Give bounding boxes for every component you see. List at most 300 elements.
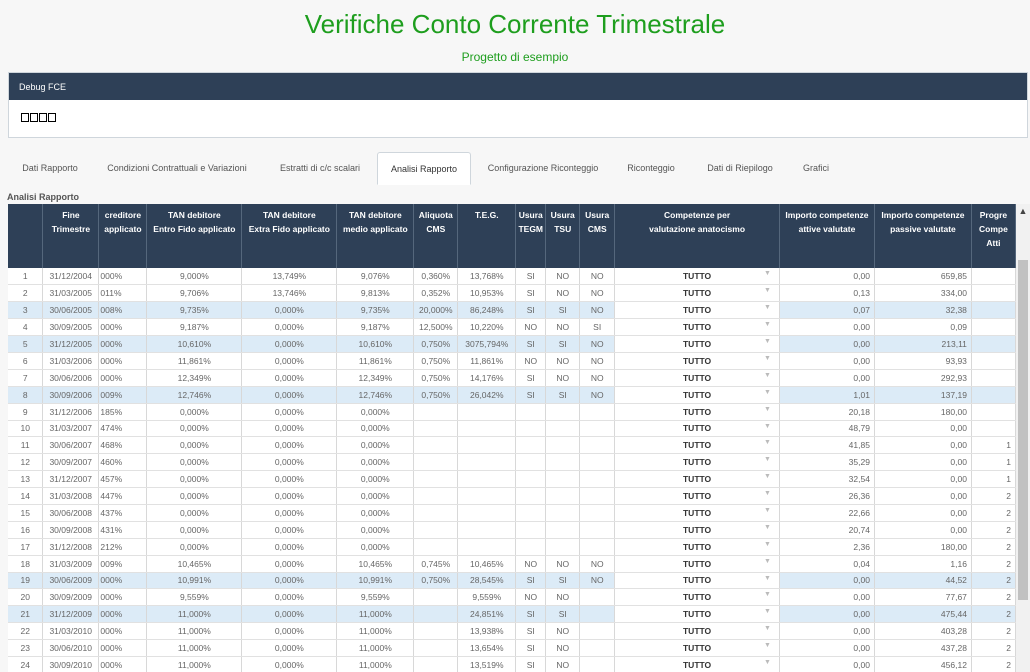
cell-progressivo-competenze xyxy=(971,386,1015,403)
cell-progressivo-competenze xyxy=(971,302,1015,319)
cell-aliquota-cms: 0,750% xyxy=(414,386,458,403)
cell-tan-extra-fido: 0,000% xyxy=(242,572,337,589)
cell-tan-medio: 0,000% xyxy=(337,471,414,488)
cell-tan-medio: 10,465% xyxy=(337,555,414,572)
cell-tan-creditore: 000% xyxy=(99,606,147,623)
cell-usura-tegm: NO xyxy=(516,352,546,369)
column-header-line: Compe xyxy=(979,224,1008,234)
tab-dati-rapporto[interactable]: Dati Rapporto xyxy=(22,163,78,173)
cell-tan-entro-fido: 9,000% xyxy=(147,268,242,285)
cell-tan-medio: 0,000% xyxy=(337,437,414,454)
cell-aliquota-cms xyxy=(414,521,458,538)
cell-tan-extra-fido: 0,000% xyxy=(242,640,337,657)
column-header-tan-medio[interactable] xyxy=(337,204,414,268)
chevron-down-icon[interactable]: ▼ xyxy=(764,338,771,346)
cell-competenze-anatocismo[interactable] xyxy=(615,386,780,403)
cell-importo-attive: 0,00 xyxy=(779,623,874,640)
table-row[interactable] xyxy=(8,319,1016,336)
cell-aliquota-cms xyxy=(414,640,458,657)
cell-competenze-anatocismo[interactable] xyxy=(615,471,780,488)
cell-usura-cms: NO xyxy=(580,336,615,353)
competenze-select-value: TUTTO xyxy=(682,322,712,333)
cell-tan-extra-fido: 0,000% xyxy=(242,623,337,640)
cell-tan-entro-fido: 0,000% xyxy=(147,403,242,420)
cell-competenze-anatocismo[interactable] xyxy=(615,302,780,319)
chevron-down-icon[interactable]: ▼ xyxy=(764,321,771,329)
cell-tan-extra-fido: 0,000% xyxy=(242,352,337,369)
cell-tan-extra-fido: 0,000% xyxy=(242,606,337,623)
table-row[interactable] xyxy=(8,420,1016,437)
cell-importo-passive: 437,28 xyxy=(874,640,971,657)
table-row[interactable] xyxy=(8,471,1016,488)
cell-tan-extra-fido: 0,000% xyxy=(242,420,337,437)
column-header-aliquota-cms[interactable] xyxy=(414,204,458,268)
column-header-line: TSU xyxy=(554,224,572,234)
cell-tan-entro-fido: 9,187% xyxy=(147,319,242,336)
cell-competenze-anatocismo[interactable] xyxy=(615,589,780,606)
column-header-competenze-anatocismo[interactable] xyxy=(615,204,780,268)
competenze-select-value: TUTTO xyxy=(682,406,712,417)
table-row[interactable] xyxy=(8,437,1016,454)
cell-teg xyxy=(458,521,516,538)
cell-tan-medio: 11,000% xyxy=(337,640,414,657)
cell-tan-extra-fido: 0,000% xyxy=(242,555,337,572)
tab-estratti-scalari[interactable]: Estratti di c/c scalari xyxy=(279,163,361,173)
cell-tan-entro-fido: 9,735% xyxy=(147,302,242,319)
cell-aliquota-cms: 0,750% xyxy=(414,352,458,369)
table-row[interactable] xyxy=(8,656,1016,672)
column-header-line: TAN debitore xyxy=(348,210,402,220)
cell-tan-creditore: 000% xyxy=(99,572,147,589)
cell-row-number: 3 xyxy=(8,302,43,319)
table-row[interactable] xyxy=(8,504,1016,521)
table-row[interactable] xyxy=(8,336,1016,353)
cell-tan-medio: 0,000% xyxy=(337,420,414,437)
column-header-usura-tsu[interactable] xyxy=(546,204,580,268)
cell-teg: 24,851% xyxy=(458,606,516,623)
column-header-importo-attive[interactable] xyxy=(779,204,874,268)
cell-tan-medio: 0,000% xyxy=(337,454,414,471)
cell-tan-medio: 10,991% xyxy=(337,572,414,589)
cell-teg: 10,220% xyxy=(458,319,516,336)
chevron-down-icon[interactable]: ▼ xyxy=(764,304,771,312)
cell-importo-passive: 93,93 xyxy=(874,352,971,369)
cell-usura-tsu: NO xyxy=(546,285,580,302)
chevron-down-icon[interactable]: ▼ xyxy=(764,506,771,514)
table-row[interactable] xyxy=(8,386,1016,403)
analysis-table xyxy=(8,204,1016,672)
cell-usura-tegm: SI xyxy=(516,606,546,623)
cell-aliquota-cms xyxy=(414,538,458,555)
cell-aliquota-cms xyxy=(414,403,458,420)
cell-tan-medio: 11,000% xyxy=(337,656,414,672)
chevron-down-icon[interactable]: ▼ xyxy=(764,405,771,413)
cell-importo-passive: 213,11 xyxy=(874,336,971,353)
cell-tan-entro-fido: 10,991% xyxy=(147,572,242,589)
cell-usura-tsu: NO xyxy=(546,268,580,285)
chevron-down-icon[interactable]: ▼ xyxy=(764,625,771,633)
cell-importo-attive: 20,18 xyxy=(779,403,874,420)
table-row[interactable] xyxy=(8,302,1016,319)
chevron-down-icon[interactable]: ▼ xyxy=(764,456,771,464)
chevron-down-icon[interactable]: ▼ xyxy=(764,439,771,447)
table-row[interactable] xyxy=(8,640,1016,657)
cell-tan-creditore: 011% xyxy=(99,285,147,302)
vertical-scrollbar[interactable] xyxy=(1016,204,1030,672)
cell-tan-extra-fido: 0,000% xyxy=(242,454,337,471)
analysis-table-container xyxy=(8,204,1016,672)
cell-row-number: 13 xyxy=(8,471,43,488)
cell-competenze-anatocismo[interactable] xyxy=(615,319,780,336)
cell-competenze-anatocismo[interactable] xyxy=(615,606,780,623)
cell-competenze-anatocismo[interactable] xyxy=(615,369,780,386)
cell-tan-creditore: 000% xyxy=(99,352,147,369)
cell-progressivo-competenze xyxy=(971,285,1015,302)
cell-fine-trimestre: 31/03/2008 xyxy=(43,488,99,505)
cell-teg xyxy=(458,403,516,420)
table-row[interactable] xyxy=(8,285,1016,302)
tab-analisi-rapporto[interactable]: Analisi Rapporto xyxy=(377,152,471,185)
column-header-tan-creditore[interactable] xyxy=(99,204,147,268)
column-header-line: Competenze per xyxy=(664,210,731,220)
chevron-down-icon[interactable]: ▼ xyxy=(764,354,771,362)
cell-progressivo-competenze: 2 xyxy=(971,589,1015,606)
competenze-select-value: TUTTO xyxy=(682,474,712,485)
cell-aliquota-cms xyxy=(414,623,458,640)
cell-teg: 9,559% xyxy=(458,589,516,606)
competenze-select-value: TUTTO xyxy=(682,491,712,502)
cell-row-number: 23 xyxy=(8,640,43,657)
cell-usura-tegm xyxy=(516,488,546,505)
tab-dati-riepilogo[interactable]: Dati di Riepilogo xyxy=(707,163,773,173)
cell-row-number: 9 xyxy=(8,403,43,420)
cell-usura-tegm xyxy=(516,437,546,454)
cell-usura-cms: NO xyxy=(580,369,615,386)
scroll-up-arrow-icon[interactable]: ▲ xyxy=(1018,206,1028,216)
debug-panel-body xyxy=(9,100,1027,135)
cell-progressivo-competenze: 1 xyxy=(971,437,1015,454)
cell-row-number: 5 xyxy=(8,336,43,353)
cell-usura-tegm: SI xyxy=(516,572,546,589)
tab-bar xyxy=(8,152,1028,185)
cell-importo-passive: 0,00 xyxy=(874,471,971,488)
cell-importo-passive: 77,67 xyxy=(874,589,971,606)
tab-riconteggio[interactable]: Riconteggio xyxy=(627,163,675,173)
column-header-teg[interactable] xyxy=(458,204,516,268)
cell-tan-creditore: 009% xyxy=(99,555,147,572)
cell-importo-passive: 180,00 xyxy=(874,538,971,555)
cell-importo-passive: 292,93 xyxy=(874,369,971,386)
cell-aliquota-cms xyxy=(414,656,458,672)
column-header-fine-trimestre[interactable] xyxy=(43,204,99,268)
cell-teg: 14,176% xyxy=(458,369,516,386)
cell-aliquota-cms xyxy=(414,437,458,454)
chevron-down-icon[interactable]: ▼ xyxy=(764,642,771,650)
cell-fine-trimestre: 30/06/2006 xyxy=(43,369,99,386)
debug-panel xyxy=(8,72,1028,138)
cell-usura-cms: NO xyxy=(580,285,615,302)
chevron-down-icon[interactable]: ▼ xyxy=(764,473,771,481)
cell-usura-tsu xyxy=(546,504,580,521)
column-header-line: Fine xyxy=(62,210,80,220)
cell-progressivo-competenze: 2 xyxy=(971,555,1015,572)
cell-tan-creditore: 457% xyxy=(99,471,147,488)
cell-tan-entro-fido: 10,610% xyxy=(147,336,242,353)
cell-competenze-anatocismo[interactable] xyxy=(615,268,780,285)
column-header-line: passive valutate xyxy=(890,224,956,234)
debug-panel-header: Debug FCE xyxy=(9,73,1027,100)
cell-tan-extra-fido: 0,000% xyxy=(242,488,337,505)
cell-importo-passive: 475,44 xyxy=(874,606,971,623)
cell-tan-medio: 0,000% xyxy=(337,488,414,505)
cell-usura-cms: NO xyxy=(580,352,615,369)
cell-competenze-anatocismo[interactable] xyxy=(615,454,780,471)
competenze-select-value: TUTTO xyxy=(682,389,712,400)
cell-competenze-anatocismo[interactable] xyxy=(615,538,780,555)
column-header-line: Progre xyxy=(979,210,1008,220)
cell-usura-cms xyxy=(580,538,615,555)
cell-tan-creditore: 000% xyxy=(99,623,147,640)
cell-progressivo-competenze: 2 xyxy=(971,572,1015,589)
column-header-usura-tegm[interactable] xyxy=(516,204,546,268)
cell-tan-entro-fido: 11,861% xyxy=(147,352,242,369)
cell-tan-medio: 0,000% xyxy=(337,504,414,521)
column-header-importo-passive[interactable] xyxy=(874,204,971,268)
cell-competenze-anatocismo[interactable] xyxy=(615,572,780,589)
cell-competenze-anatocismo[interactable] xyxy=(615,488,780,505)
cell-tan-extra-fido: 13,749% xyxy=(242,268,337,285)
cell-fine-trimestre: 30/09/2005 xyxy=(43,319,99,336)
cell-usura-tegm: NO xyxy=(516,589,546,606)
table-row[interactable] xyxy=(8,403,1016,420)
cell-usura-cms xyxy=(580,521,615,538)
cell-teg: 13,654% xyxy=(458,640,516,657)
scrollbar-thumb[interactable] xyxy=(1018,260,1028,600)
cell-fine-trimestre: 30/06/2007 xyxy=(43,437,99,454)
cell-progressivo-competenze xyxy=(971,268,1015,285)
table-row[interactable] xyxy=(8,606,1016,623)
cell-aliquota-cms: 0,745% xyxy=(414,555,458,572)
cell-usura-tsu xyxy=(546,403,580,420)
cell-tan-entro-fido: 12,746% xyxy=(147,386,242,403)
placeholder-glyph-icon xyxy=(30,113,38,122)
cell-tan-entro-fido: 0,000% xyxy=(147,538,242,555)
cell-competenze-anatocismo[interactable] xyxy=(615,555,780,572)
cell-competenze-anatocismo[interactable] xyxy=(615,285,780,302)
cell-tan-entro-fido: 0,000% xyxy=(147,521,242,538)
cell-importo-attive: 48,79 xyxy=(779,420,874,437)
cell-importo-passive: 403,28 xyxy=(874,623,971,640)
cell-competenze-anatocismo[interactable] xyxy=(615,504,780,521)
cell-progressivo-competenze: 2 xyxy=(971,606,1015,623)
column-header-line: TAN debitore xyxy=(262,210,316,220)
cell-competenze-anatocismo[interactable] xyxy=(615,623,780,640)
cell-row-number: 14 xyxy=(8,488,43,505)
cell-usura-cms xyxy=(580,471,615,488)
competenze-select-value: TUTTO xyxy=(682,355,712,366)
cell-fine-trimestre: 31/12/2007 xyxy=(43,471,99,488)
cell-fine-trimestre: 31/12/2008 xyxy=(43,538,99,555)
chevron-down-icon[interactable]: ▼ xyxy=(764,388,771,396)
cell-usura-tsu xyxy=(546,521,580,538)
cell-competenze-anatocismo[interactable] xyxy=(615,403,780,420)
cell-importo-attive: 0,00 xyxy=(779,640,874,657)
cell-aliquota-cms: 12,500% xyxy=(414,319,458,336)
table-row[interactable] xyxy=(8,521,1016,538)
chevron-down-icon[interactable]: ▼ xyxy=(764,540,771,548)
cell-tan-medio: 10,610% xyxy=(337,336,414,353)
table-row[interactable] xyxy=(8,268,1016,285)
cell-usura-tegm: SI xyxy=(516,640,546,657)
cell-usura-tsu: NO xyxy=(546,352,580,369)
cell-importo-attive: 41,85 xyxy=(779,437,874,454)
cell-usura-tegm: SI xyxy=(516,656,546,672)
cell-progressivo-competenze xyxy=(971,369,1015,386)
cell-competenze-anatocismo[interactable] xyxy=(615,336,780,353)
cell-fine-trimestre: 31/12/2004 xyxy=(43,268,99,285)
table-row[interactable] xyxy=(8,623,1016,640)
cell-importo-attive: 0,07 xyxy=(779,302,874,319)
cell-tan-extra-fido: 0,000% xyxy=(242,521,337,538)
competenze-select-value: TUTTO xyxy=(682,372,712,383)
cell-row-number: 24 xyxy=(8,656,43,672)
column-header-tan-extra-fido[interactable] xyxy=(242,204,337,268)
cell-competenze-anatocismo[interactable] xyxy=(615,352,780,369)
chevron-down-icon[interactable]: ▼ xyxy=(764,422,771,430)
cell-fine-trimestre: 30/09/2006 xyxy=(43,386,99,403)
cell-competenze-anatocismo[interactable] xyxy=(615,521,780,538)
cell-usura-cms xyxy=(580,606,615,623)
cell-usura-tegm: SI xyxy=(516,623,546,640)
cell-importo-attive: 0,04 xyxy=(779,555,874,572)
column-header-line: Aliquota xyxy=(418,210,453,220)
cell-usura-cms: NO xyxy=(580,386,615,403)
competenze-select-value: TUTTO xyxy=(682,643,712,654)
column-header-line: applicato xyxy=(104,224,142,234)
cell-row-number: 18 xyxy=(8,555,43,572)
table-row[interactable] xyxy=(8,572,1016,589)
cell-competenze-anatocismo[interactable] xyxy=(615,437,780,454)
cell-importo-attive: 0,13 xyxy=(779,285,874,302)
cell-importo-attive: 0,00 xyxy=(779,369,874,386)
competenze-select-value: TUTTO xyxy=(682,592,712,603)
chevron-down-icon[interactable]: ▼ xyxy=(764,270,771,277)
column-header-line: medio applicato xyxy=(342,224,408,234)
cell-usura-tegm: SI xyxy=(516,336,546,353)
tab-configurazione-riconteggio[interactable]: Configurazione Riconteggio xyxy=(487,163,599,173)
cell-fine-trimestre: 30/06/2005 xyxy=(43,302,99,319)
cell-importo-attive: 26,36 xyxy=(779,488,874,505)
cell-importo-attive: 22,66 xyxy=(779,504,874,521)
chevron-down-icon[interactable]: ▼ xyxy=(764,591,771,599)
cell-competenze-anatocismo[interactable] xyxy=(615,656,780,672)
cell-tan-medio: 0,000% xyxy=(337,521,414,538)
cell-tan-creditore: 185% xyxy=(99,403,147,420)
cell-progressivo-competenze xyxy=(971,319,1015,336)
cell-competenze-anatocismo[interactable] xyxy=(615,420,780,437)
cell-tan-entro-fido: 0,000% xyxy=(147,437,242,454)
cell-tan-creditore: 431% xyxy=(99,521,147,538)
column-header-progressivo-competenze[interactable] xyxy=(971,204,1015,268)
cell-fine-trimestre: 31/12/2009 xyxy=(43,606,99,623)
cell-row-number: 17 xyxy=(8,538,43,555)
chevron-down-icon[interactable]: ▼ xyxy=(764,287,771,295)
cell-tan-medio: 9,813% xyxy=(337,285,414,302)
cell-aliquota-cms: 0,750% xyxy=(414,369,458,386)
cell-row-number: 12 xyxy=(8,454,43,471)
cell-importo-attive: 20,74 xyxy=(779,521,874,538)
cell-usura-cms: NO xyxy=(580,302,615,319)
chevron-down-icon[interactable]: ▼ xyxy=(764,557,771,565)
column-header-line: Usura xyxy=(550,210,575,220)
chevron-down-icon[interactable]: ▼ xyxy=(764,523,771,531)
chevron-down-icon[interactable]: ▼ xyxy=(764,574,771,582)
cell-teg xyxy=(458,504,516,521)
cell-importo-attive: 0,00 xyxy=(779,336,874,353)
chevron-down-icon[interactable]: ▼ xyxy=(764,608,771,616)
table-row[interactable] xyxy=(8,352,1016,369)
chevron-down-icon[interactable]: ▼ xyxy=(764,371,771,379)
cell-usura-cms: NO xyxy=(580,268,615,285)
cell-tan-medio: 0,000% xyxy=(337,403,414,420)
cell-teg xyxy=(458,454,516,471)
placeholder-glyph-icon xyxy=(48,113,56,122)
table-row[interactable] xyxy=(8,538,1016,555)
cell-tan-creditore: 008% xyxy=(99,302,147,319)
cell-usura-tsu: SI xyxy=(546,572,580,589)
table-row[interactable] xyxy=(8,454,1016,471)
table-row[interactable] xyxy=(8,369,1016,386)
cell-competenze-anatocismo[interactable] xyxy=(615,640,780,657)
cell-usura-tsu: NO xyxy=(546,640,580,657)
cell-importo-attive: 35,29 xyxy=(779,454,874,471)
cell-tan-extra-fido: 0,000% xyxy=(242,336,337,353)
table-row[interactable] xyxy=(8,555,1016,572)
table-row[interactable] xyxy=(8,488,1016,505)
cell-aliquota-cms: 0,360% xyxy=(414,268,458,285)
cell-row-number: 16 xyxy=(8,521,43,538)
chevron-down-icon[interactable]: ▼ xyxy=(764,490,771,498)
column-header-row-number[interactable] xyxy=(8,204,43,268)
cell-tan-entro-fido: 9,559% xyxy=(147,589,242,606)
cell-progressivo-competenze: 2 xyxy=(971,521,1015,538)
table-row[interactable] xyxy=(8,589,1016,606)
cell-usura-tegm: SI xyxy=(516,285,546,302)
cell-usura-tegm xyxy=(516,420,546,437)
column-header-tan-entro-fido[interactable] xyxy=(147,204,242,268)
cell-tan-entro-fido: 11,000% xyxy=(147,606,242,623)
column-header-line: attive valutate xyxy=(798,224,856,234)
cell-fine-trimestre: 31/12/2006 xyxy=(43,403,99,420)
cell-usura-tegm xyxy=(516,454,546,471)
tab-condizioni-contrattuali[interactable]: Condizioni Contrattuali e Variazioni xyxy=(107,163,247,173)
cell-tan-entro-fido: 0,000% xyxy=(147,488,242,505)
cell-teg: 13,768% xyxy=(458,268,516,285)
cell-tan-creditore: 000% xyxy=(99,589,147,606)
cell-usura-cms: SI xyxy=(580,319,615,336)
cell-importo-attive: 0,00 xyxy=(779,572,874,589)
cell-usura-cms: NO xyxy=(580,555,615,572)
chevron-down-icon[interactable]: ▼ xyxy=(764,658,771,666)
cell-progressivo-competenze xyxy=(971,336,1015,353)
cell-tan-extra-fido: 0,000% xyxy=(242,504,337,521)
cell-usura-tegm xyxy=(516,504,546,521)
cell-row-number: 8 xyxy=(8,386,43,403)
tab-grafici[interactable]: Grafici xyxy=(802,163,829,173)
cell-usura-tsu: NO xyxy=(546,623,580,640)
column-header-usura-cms[interactable] xyxy=(580,204,615,268)
cell-importo-passive: 0,09 xyxy=(874,319,971,336)
